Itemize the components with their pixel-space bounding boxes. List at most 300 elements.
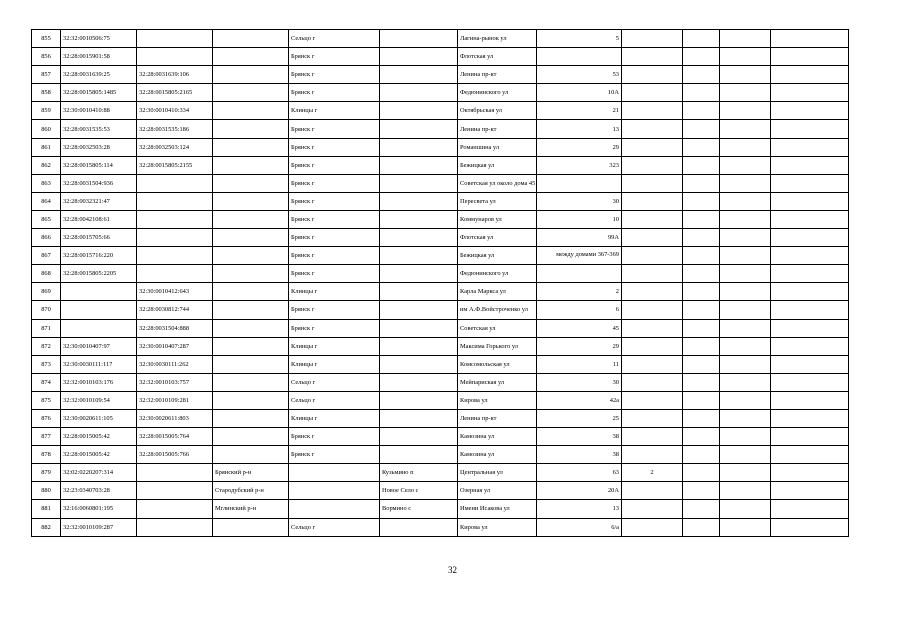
settlement-cell — [380, 247, 458, 265]
cadastral-number-cell: 32:28:0015805:114 — [61, 156, 137, 174]
row-number-cell: 858 — [32, 84, 61, 102]
district-cell — [213, 446, 289, 464]
house-cell: 10 — [537, 210, 622, 228]
row-number-cell: 878 — [32, 446, 61, 464]
city-cell: Брянск г — [289, 66, 380, 84]
row-number-cell: 864 — [32, 192, 61, 210]
street-cell: Советская ул около дома 45 — [458, 174, 537, 192]
district-cell — [213, 518, 289, 536]
district-cell — [213, 48, 289, 66]
settlement-cell — [380, 391, 458, 409]
extra-cell — [720, 482, 771, 500]
extra-cell — [720, 337, 771, 355]
extra-cell — [771, 464, 849, 482]
street-cell: Романшина ул — [458, 138, 537, 156]
row-number-cell: 879 — [32, 464, 61, 482]
settlement-cell — [380, 156, 458, 174]
settlement-cell — [380, 120, 458, 138]
street-cell: Октябрьская ул — [458, 102, 537, 120]
extra-cell — [683, 301, 720, 319]
extra-cell — [771, 500, 849, 518]
street-cell: Федюнинского ул — [458, 84, 537, 102]
table-row — [32, 446, 849, 464]
extra-cell — [771, 373, 849, 391]
cadastral-number-cell: 32:30:0030111:117 — [61, 355, 137, 373]
street-cell: Мейпариская ул — [458, 373, 537, 391]
extra-cell — [771, 391, 849, 409]
house-cell: 20А — [537, 482, 622, 500]
extra-cell — [683, 464, 720, 482]
cadastral-number-2-cell — [137, 192, 213, 210]
settlement-cell — [380, 210, 458, 228]
house-cell: 29 — [537, 138, 622, 156]
table-row — [32, 391, 849, 409]
cadastral-number-cell: 32:28:0015705:66 — [61, 229, 137, 247]
street-cell: им А.Ф.Войстроченко ул — [458, 301, 537, 319]
table-row — [32, 156, 849, 174]
table-row — [32, 30, 849, 48]
cadastral-number-2-cell — [137, 265, 213, 283]
city-cell: Клинцы г — [289, 337, 380, 355]
house-cell: 29 — [537, 337, 622, 355]
city-cell — [289, 464, 380, 482]
settlement-cell — [380, 84, 458, 102]
cadastral-number-cell: 32:02:0220207:314 — [61, 464, 137, 482]
table-row — [32, 120, 849, 138]
city-cell: Сельцо г — [289, 30, 380, 48]
street-cell: Бежицкая ул — [458, 156, 537, 174]
cadastral-number-2-cell: 32:32:0010109:281 — [137, 391, 213, 409]
extra-cell — [720, 319, 771, 337]
row-number-cell: 873 — [32, 355, 61, 373]
extra-cell — [683, 48, 720, 66]
building-cell — [622, 229, 683, 247]
city-cell: Брянск г — [289, 210, 380, 228]
building-cell — [622, 247, 683, 265]
district-cell — [213, 373, 289, 391]
extra-cell — [720, 174, 771, 192]
settlement-cell: Вормино с — [380, 500, 458, 518]
settlement-cell — [380, 355, 458, 373]
extra-cell — [771, 482, 849, 500]
row-number-cell: 856 — [32, 48, 61, 66]
cadastral-number-2-cell: 32:30:0010412:643 — [137, 283, 213, 301]
house-cell: 6/а — [537, 518, 622, 536]
row-number-cell: 882 — [32, 518, 61, 536]
extra-cell — [771, 84, 849, 102]
cadastral-number-2-cell — [137, 518, 213, 536]
city-cell: Брянск г — [289, 84, 380, 102]
extra-cell — [683, 355, 720, 373]
cadastral-number-cell: 32:28:0032321:47 — [61, 192, 137, 210]
extra-cell — [683, 229, 720, 247]
table-row — [32, 518, 849, 536]
city-cell: Брянск г — [289, 319, 380, 337]
street-cell: Ленина пр-кт — [458, 409, 537, 427]
extra-cell — [683, 409, 720, 427]
table-row — [32, 301, 849, 319]
extra-cell — [683, 319, 720, 337]
house-cell: 21 — [537, 102, 622, 120]
settlement-cell: Кузьмино п — [380, 464, 458, 482]
district-cell — [213, 355, 289, 373]
extra-cell — [771, 409, 849, 427]
street-cell: Федюнинского ул — [458, 265, 537, 283]
house-cell — [537, 48, 622, 66]
extra-cell — [720, 265, 771, 283]
settlement-cell — [380, 518, 458, 536]
building-cell — [622, 174, 683, 192]
table-row — [32, 319, 849, 337]
row-number-cell: 857 — [32, 66, 61, 84]
extra-cell — [771, 355, 849, 373]
extra-cell — [771, 48, 849, 66]
extra-cell — [720, 102, 771, 120]
cadastral-number-2-cell: 32:30:0010407:287 — [137, 337, 213, 355]
house-cell: 13 — [537, 120, 622, 138]
row-number-cell: 860 — [32, 120, 61, 138]
city-cell — [289, 482, 380, 500]
extra-cell — [683, 210, 720, 228]
house-cell: 25 — [537, 409, 622, 427]
building-cell: 2 — [622, 464, 683, 482]
district-cell — [213, 174, 289, 192]
extra-cell — [683, 66, 720, 84]
district-cell — [213, 30, 289, 48]
district-cell — [213, 66, 289, 84]
district-cell — [213, 283, 289, 301]
cadastral-number-cell: 32:28:0015805:1485 — [61, 84, 137, 102]
cadastral-number-2-cell — [137, 210, 213, 228]
extra-cell — [683, 265, 720, 283]
table-row — [32, 48, 849, 66]
cadastral-number-cell: 32:30:0020611:105 — [61, 409, 137, 427]
extra-cell — [771, 265, 849, 283]
street-cell: Карла Маркса ул — [458, 283, 537, 301]
extra-cell — [683, 446, 720, 464]
table-row — [32, 373, 849, 391]
table-row — [32, 355, 849, 373]
district-cell — [213, 265, 289, 283]
settlement-cell — [380, 229, 458, 247]
settlement-cell: Новое Село с — [380, 482, 458, 500]
row-number-cell: 871 — [32, 319, 61, 337]
district-cell — [213, 138, 289, 156]
extra-cell — [720, 283, 771, 301]
cadastral-number-2-cell: 32:28:0015805:2165 — [137, 84, 213, 102]
cadastral-number-2-cell — [137, 464, 213, 482]
extra-cell — [720, 355, 771, 373]
house-cell: 13 — [537, 500, 622, 518]
extra-cell — [683, 120, 720, 138]
extra-cell — [683, 391, 720, 409]
row-number-cell: 859 — [32, 102, 61, 120]
row-number-cell: 863 — [32, 174, 61, 192]
cadastral-number-cell: 32:28:0015901:58 — [61, 48, 137, 66]
extra-cell — [771, 229, 849, 247]
extra-cell — [683, 373, 720, 391]
row-number-cell: 874 — [32, 373, 61, 391]
table-row — [32, 464, 849, 482]
district-cell — [213, 301, 289, 319]
house-cell: 53 — [537, 66, 622, 84]
extra-cell — [683, 337, 720, 355]
city-cell: Сельцо г — [289, 391, 380, 409]
table-row — [32, 66, 849, 84]
building-cell — [622, 482, 683, 500]
city-cell: Брянск г — [289, 265, 380, 283]
table-row — [32, 210, 849, 228]
building-cell — [622, 265, 683, 283]
building-cell — [622, 210, 683, 228]
registry-table — [31, 29, 849, 537]
table-row — [32, 428, 849, 446]
cadastral-number-cell: 32:28:0015716:220 — [61, 247, 137, 265]
document-page — [31, 29, 848, 537]
cadastral-number-2-cell — [137, 500, 213, 518]
table-row — [32, 265, 849, 283]
building-cell — [622, 391, 683, 409]
district-cell: Брянский р-н — [213, 464, 289, 482]
street-cell: Флотская ул — [458, 229, 537, 247]
table-row — [32, 229, 849, 247]
extra-cell — [720, 373, 771, 391]
building-cell — [622, 84, 683, 102]
row-number-cell: 876 — [32, 409, 61, 427]
extra-cell — [720, 84, 771, 102]
settlement-cell — [380, 192, 458, 210]
extra-cell — [771, 337, 849, 355]
extra-cell — [720, 138, 771, 156]
cadastral-number-cell: 32:32:0010109:287 — [61, 518, 137, 536]
cadastral-number-2-cell: 32:28:0031535:186 — [137, 120, 213, 138]
cadastral-number-2-cell: 32:32:0010103:757 — [137, 373, 213, 391]
table-row — [32, 102, 849, 120]
street-cell: Комсомольская ул — [458, 355, 537, 373]
row-number-cell: 866 — [32, 229, 61, 247]
row-number-cell: 877 — [32, 428, 61, 446]
extra-cell — [720, 428, 771, 446]
street-cell: Озерная ул — [458, 482, 537, 500]
district-cell — [213, 229, 289, 247]
cadastral-number-cell: 32:28:0031535:53 — [61, 120, 137, 138]
cadastral-number-2-cell — [137, 48, 213, 66]
table-row — [32, 283, 849, 301]
city-cell: Брянск г — [289, 446, 380, 464]
row-number-cell: 868 — [32, 265, 61, 283]
city-cell: Брянск г — [289, 48, 380, 66]
building-cell — [622, 500, 683, 518]
district-cell: Мглинский р-н — [213, 500, 289, 518]
extra-cell — [720, 301, 771, 319]
table-row — [32, 337, 849, 355]
house-cell: 323 — [537, 156, 622, 174]
settlement-cell — [380, 373, 458, 391]
district-cell — [213, 391, 289, 409]
city-cell: Клинцы г — [289, 409, 380, 427]
extra-cell — [720, 48, 771, 66]
table-row — [32, 247, 849, 265]
extra-cell — [771, 319, 849, 337]
cadastral-number-cell — [61, 283, 137, 301]
house-cell: 5 — [537, 30, 622, 48]
extra-cell — [720, 210, 771, 228]
cadastral-number-cell: 32:32:0010109:54 — [61, 391, 137, 409]
building-cell — [622, 156, 683, 174]
street-cell: Пересвета ул — [458, 192, 537, 210]
cadastral-number-cell: 32:28:0015005:42 — [61, 446, 137, 464]
extra-cell — [683, 84, 720, 102]
house-cell: 2 — [537, 283, 622, 301]
cadastral-number-cell: 32:28:0032503:28 — [61, 138, 137, 156]
extra-cell — [683, 283, 720, 301]
street-cell: Советская ул — [458, 319, 537, 337]
extra-cell — [683, 192, 720, 210]
extra-cell — [771, 247, 849, 265]
extra-cell — [771, 174, 849, 192]
extra-cell — [720, 120, 771, 138]
cadastral-number-2-cell: 32:28:0015005:764 — [137, 428, 213, 446]
cadastral-number-cell: 32:28:0042108:61 — [61, 210, 137, 228]
table-row — [32, 84, 849, 102]
building-cell — [622, 102, 683, 120]
settlement-cell — [380, 48, 458, 66]
extra-cell — [771, 138, 849, 156]
building-cell — [622, 428, 683, 446]
cadastral-number-2-cell: 32:28:0031639:106 — [137, 66, 213, 84]
extra-cell — [720, 247, 771, 265]
building-cell — [622, 446, 683, 464]
cadastral-number-2-cell: 32:28:0032503:124 — [137, 138, 213, 156]
cadastral-number-cell: 32:32:0010103:176 — [61, 373, 137, 391]
table-row — [32, 192, 849, 210]
cadastral-number-cell: 32:23:0340703:28 — [61, 482, 137, 500]
cadastral-number-cell: 32:28:0031639:25 — [61, 66, 137, 84]
district-cell — [213, 337, 289, 355]
settlement-cell — [380, 428, 458, 446]
street-cell: Ленина пр-кт — [458, 120, 537, 138]
cadastral-number-cell: 32:28:0015005:42 — [61, 428, 137, 446]
extra-cell — [720, 229, 771, 247]
cadastral-number-cell — [61, 301, 137, 319]
settlement-cell — [380, 337, 458, 355]
extra-cell — [720, 30, 771, 48]
house-cell: 6 — [537, 301, 622, 319]
extra-cell — [720, 192, 771, 210]
city-cell: Сельцо г — [289, 518, 380, 536]
street-cell: Камозина ул — [458, 428, 537, 446]
row-number-cell: 855 — [32, 30, 61, 48]
house-cell: 38 — [537, 428, 622, 446]
cadastral-number-cell: 32:30:0010410:88 — [61, 102, 137, 120]
registry-body — [32, 30, 849, 537]
settlement-cell — [380, 138, 458, 156]
cadastral-number-2-cell: 32:28:0030812:744 — [137, 301, 213, 319]
street-cell: Коммунаров ул — [458, 210, 537, 228]
building-cell — [622, 337, 683, 355]
row-number-cell: 875 — [32, 391, 61, 409]
extra-cell — [720, 156, 771, 174]
city-cell: Брянск г — [289, 156, 380, 174]
district-cell: Стародубский р-н — [213, 482, 289, 500]
extra-cell — [771, 210, 849, 228]
street-cell: Бежицкая ул — [458, 247, 537, 265]
district-cell — [213, 247, 289, 265]
row-number-cell: 872 — [32, 337, 61, 355]
city-cell: Брянск г — [289, 229, 380, 247]
street-cell: Кирова ул — [458, 518, 537, 536]
extra-cell — [683, 156, 720, 174]
settlement-cell — [380, 102, 458, 120]
house-cell: 38 — [537, 446, 622, 464]
cadastral-number-cell: 32:16:0060801:195 — [61, 500, 137, 518]
extra-cell — [683, 247, 720, 265]
table-row — [32, 409, 849, 427]
cadastral-number-cell: 32:28:0015805:2205 — [61, 265, 137, 283]
cadastral-number-2-cell: 32:28:0015805:2155 — [137, 156, 213, 174]
row-number-cell: 880 — [32, 482, 61, 500]
settlement-cell — [380, 283, 458, 301]
house-cell: 45 — [537, 319, 622, 337]
house-cell: между домами 367-369 — [537, 247, 622, 265]
settlement-cell — [380, 30, 458, 48]
cadastral-number-cell: 32:32:0010506:75 — [61, 30, 137, 48]
city-cell: Клинцы г — [289, 355, 380, 373]
row-number-cell: 869 — [32, 283, 61, 301]
district-cell — [213, 102, 289, 120]
street-cell: Ленина пр-кт — [458, 66, 537, 84]
row-number-cell: 865 — [32, 210, 61, 228]
building-cell — [622, 138, 683, 156]
district-cell — [213, 192, 289, 210]
house-cell: 30 — [537, 373, 622, 391]
district-cell — [213, 409, 289, 427]
extra-cell — [683, 174, 720, 192]
house-cell — [537, 174, 622, 192]
building-cell — [622, 373, 683, 391]
street-cell: Центральная ул — [458, 464, 537, 482]
row-number-cell: 862 — [32, 156, 61, 174]
city-cell: Клинцы г — [289, 283, 380, 301]
extra-cell — [720, 409, 771, 427]
building-cell — [622, 301, 683, 319]
building-cell — [622, 192, 683, 210]
page-number: 32 — [448, 565, 457, 575]
settlement-cell — [380, 319, 458, 337]
city-cell: Брянск г — [289, 174, 380, 192]
extra-cell — [683, 482, 720, 500]
cadastral-number-2-cell: 32:28:0031504:888 — [137, 319, 213, 337]
cadastral-number-2-cell — [137, 482, 213, 500]
street-cell: Камозина ул — [458, 446, 537, 464]
cadastral-number-cell: 32:30:0010407:97 — [61, 337, 137, 355]
cadastral-number-2-cell: 32:30:0010410:334 — [137, 102, 213, 120]
building-cell — [622, 66, 683, 84]
city-cell: Брянск г — [289, 247, 380, 265]
extra-cell — [720, 518, 771, 536]
cadastral-number-2-cell — [137, 247, 213, 265]
district-cell — [213, 120, 289, 138]
house-cell: 63 — [537, 464, 622, 482]
extra-cell — [771, 30, 849, 48]
cadastral-number-2-cell — [137, 174, 213, 192]
extra-cell — [720, 500, 771, 518]
house-cell: 42а — [537, 391, 622, 409]
extra-cell — [683, 428, 720, 446]
settlement-cell — [380, 265, 458, 283]
settlement-cell — [380, 409, 458, 427]
settlement-cell — [380, 174, 458, 192]
